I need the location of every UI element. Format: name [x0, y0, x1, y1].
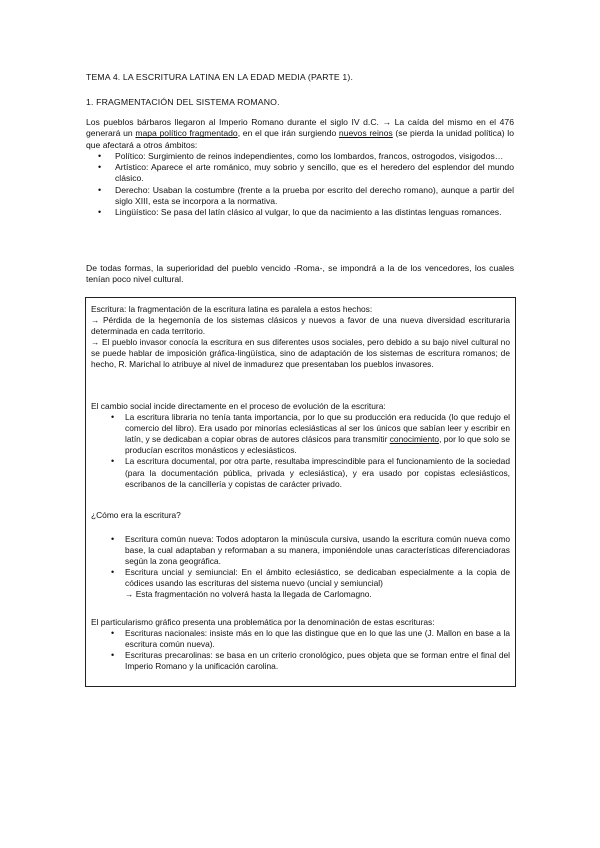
document-title: TEMA 4. LA ESCRITURA LATINA EN LA EDAD MEDIA (PARTE 1).	[86, 72, 354, 82]
list-item: • Escrituras precarolinas: se basa en un criterio cronológico, pues objeta que se forman entre el final del Imperio Romano y la unificación carolina.	[91, 650, 510, 672]
box-paragraph: El particularismo gráfico presenta una problemática por la denominación de estas escrituras:	[91, 617, 435, 627]
list-item: • Escritura uncial y semiuncial: En el ámbito eclesiástico, se dedicaban especialmente a la copia de códices usando las escrituras del sistema nuevo (uncial y semiuncial)	[91, 567, 510, 589]
list-item	[91, 412, 510, 456]
box-question: ¿Cómo era la escritura?	[91, 510, 181, 520]
box-part-3	[91, 534, 510, 601]
list-item: • Político: Surgimiento de reinos independientes, como los lombardos, francos, ostrogodos, visigodos…	[86, 151, 514, 162]
box-bullet-list	[91, 412, 510, 490]
intro-bullet-list	[86, 151, 514, 219]
list-item: • Artístico: Aparece el arte románico, muy sobrio y sencillo, que es el heredero del esplendor del mundo clásico.	[86, 162, 514, 185]
underlined-term-1: mapa político fragmentado	[135, 128, 238, 139]
box-part-2	[91, 401, 510, 490]
intro-text-b: , en el que irán surgiendo	[237, 128, 339, 139]
box-paragraph: El cambio social incide directamente en el proceso de evolución de la escritura:	[91, 401, 386, 411]
box-paragraph: Escritura: la fragmentación de la escritura latina es paralela a estos hechos:	[91, 304, 373, 314]
box-part-1	[91, 304, 510, 371]
intro-text-c: (se pierda la unidad política) lo que afectará a otros ámbitos:	[86, 128, 514, 150]
underlined-term: conocimiento	[389, 434, 440, 445]
closing-paragraph: De todas formas, la superioridad del pueblo vencido -Roma-, se impondrá a la de los vencedores, los cuales tenían poco nivel cultural.	[86, 263, 514, 285]
section-heading: 1. FRAGMENTACIÓN DEL SISTEMA ROMANO.	[86, 97, 280, 107]
writing-box	[85, 297, 516, 687]
list-item: • Derecho: Usaban la costumbre (frente a la prueba por escrito del derecho romano), aunque a partir del siglo XIII, esta se incorpora a la normativa.	[86, 185, 514, 208]
list-item: • Escritura común nueva: Todos adoptaron la minúscula cursiva, usando la escritura común nueva como base, la cual adaptaban y reformaban a su manera, imponiéndole unas características diferenciadoras según la zona geográfica.	[91, 534, 510, 567]
writing-types-list	[91, 534, 510, 601]
list-item: • Escrituras nacionales: insiste más en lo que las distingue que en lo que las une (J. Mallon en base a la escritura común nueva).	[91, 628, 510, 650]
denomination-list	[91, 628, 510, 672]
box-part-4	[91, 617, 510, 672]
box-paragraph: → Pérdida de la hegemonía de los sistemas clásicos y nuevos a favor de una nueva diversidad escrituraria determinada en cada territorio.	[91, 315, 510, 337]
list-item: • La escritura documental, por otra parte, resultaba imprescindible para el funcionamiento de la sociedad (para la documentación pública, privada y eclesiástica), y era usado por copistas eclesiásticos, escribanos de la cancillería y copistas de carácter privado.	[91, 456, 510, 489]
box-paragraph: → El pueblo invasor conocía la escritura en sus diferentes usos sociales, pero debido a su bajo nivel cultural no se puede hablar de imposición gráfica-lingüística, sino de adaptación de los sistemas de escritura romanos; de hecho, R. Marichal lo atribuye al nivel de inmadurez que presentaban los pueblos invasores.	[91, 337, 510, 370]
intro-text-a: Los pueblos bárbaros llegaron al Imperio Romano durante el siglo IV d.C. → La caída del mismo en el 476 generará un	[86, 117, 514, 139]
underlined-term-2: nuevos reinos	[338, 128, 393, 139]
bullet-text-b: , por lo que solo se producían escritos monásticos y eclesiásticos.	[125, 434, 510, 456]
bullet-text-a: La escritura libraria no tenía tanta importancia, por lo que su producción era reducida (lo que redujo el comercio del libro). Era usado por minorías eclesiásticas al ser los únicos que sabían leer y escribir en latín, y se dedicaban a copiar obras de autores clásicos para transmitir	[125, 412, 510, 445]
list-note: → Esta fragmentación no volverá hasta la llegada de Carlomagno.	[125, 589, 372, 600]
list-item: • Lingüístico: Se pasa del latín clásico al vulgar, lo que da nacimiento a las distintas lenguas romances.	[86, 207, 514, 218]
intro-section	[86, 117, 514, 219]
intro-paragraph	[86, 117, 514, 151]
